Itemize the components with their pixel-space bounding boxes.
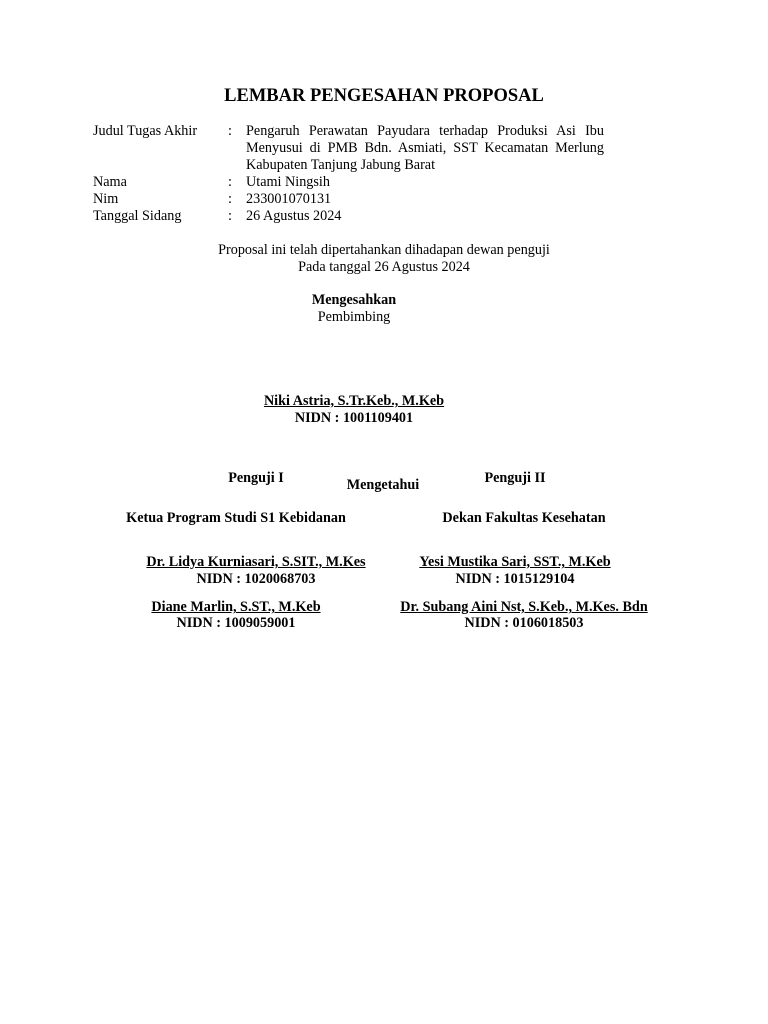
- tanggal-label: Tanggal Sidang: [93, 208, 182, 224]
- penguji2-heading: Penguji II: [484, 470, 546, 486]
- penguji2-name: Dr. Subang Aini Nst, S.Keb., M.Kes. Bdn: [400, 599, 648, 615]
- tanggal-value: 26 Agustus 2024: [246, 208, 342, 224]
- kaprodi-nidn: NIDN : 1020068703: [196, 571, 316, 587]
- pembimbing-role: Pembimbing: [317, 309, 391, 325]
- penguji2-nidn: NIDN : 0106018503: [464, 615, 584, 631]
- pembimbing-nidn: NIDN : 1001109401: [294, 410, 414, 426]
- nim-value: 233001070131: [246, 191, 332, 207]
- kaprodi-role: Ketua Program Studi S1 Kebidanan: [126, 510, 346, 526]
- nim-colon: :: [228, 191, 232, 207]
- dekan-name: Yesi Mustika Sari, SST., M.Keb: [419, 554, 611, 570]
- nim-label: Nim: [93, 191, 119, 207]
- pembimbing-name: Niki Astria, S.Tr.Keb., M.Keb: [263, 393, 445, 409]
- nama-colon: :: [228, 174, 232, 190]
- penguji1-heading: Penguji I: [228, 470, 284, 486]
- page-title: LEMBAR PENGESAHAN PROPOSAL: [224, 86, 544, 106]
- penguji1-name: Diane Marlin, S.ST., M.Keb: [151, 599, 321, 615]
- statement-line-2: Pada tanggal 26 Agustus 2024: [298, 259, 470, 275]
- mengesahkan-heading: Mengesahkan: [311, 292, 397, 308]
- mengetahui-heading: Mengetahui: [346, 477, 420, 493]
- nama-label: Nama: [93, 174, 127, 190]
- kaprodi-name: Dr. Lidya Kurniasari, S.SIT., M.Kes: [146, 554, 366, 570]
- tanggal-colon: :: [228, 208, 232, 224]
- judul-value: Pengaruh Perawatan Payudara terhadap Produksi Asi Ibu Menyusui di PMB Bdn. Asmiati, SST Kecamatan Merlung Kabupaten Tanjung Jabung Barat: [246, 123, 604, 173]
- penguji1-nidn: NIDN : 1009059001: [176, 615, 296, 631]
- judul-colon: :: [228, 123, 232, 139]
- dekan-role: Dekan Fakultas Kesehatan: [442, 510, 606, 526]
- dekan-nidn: NIDN : 1015129104: [455, 571, 575, 587]
- statement-line-1: Proposal ini telah dipertahankan dihadapan dewan penguji: [218, 242, 550, 258]
- judul-label: Judul Tugas Akhir: [93, 123, 198, 139]
- nama-value: Utami Ningsih: [246, 174, 330, 190]
